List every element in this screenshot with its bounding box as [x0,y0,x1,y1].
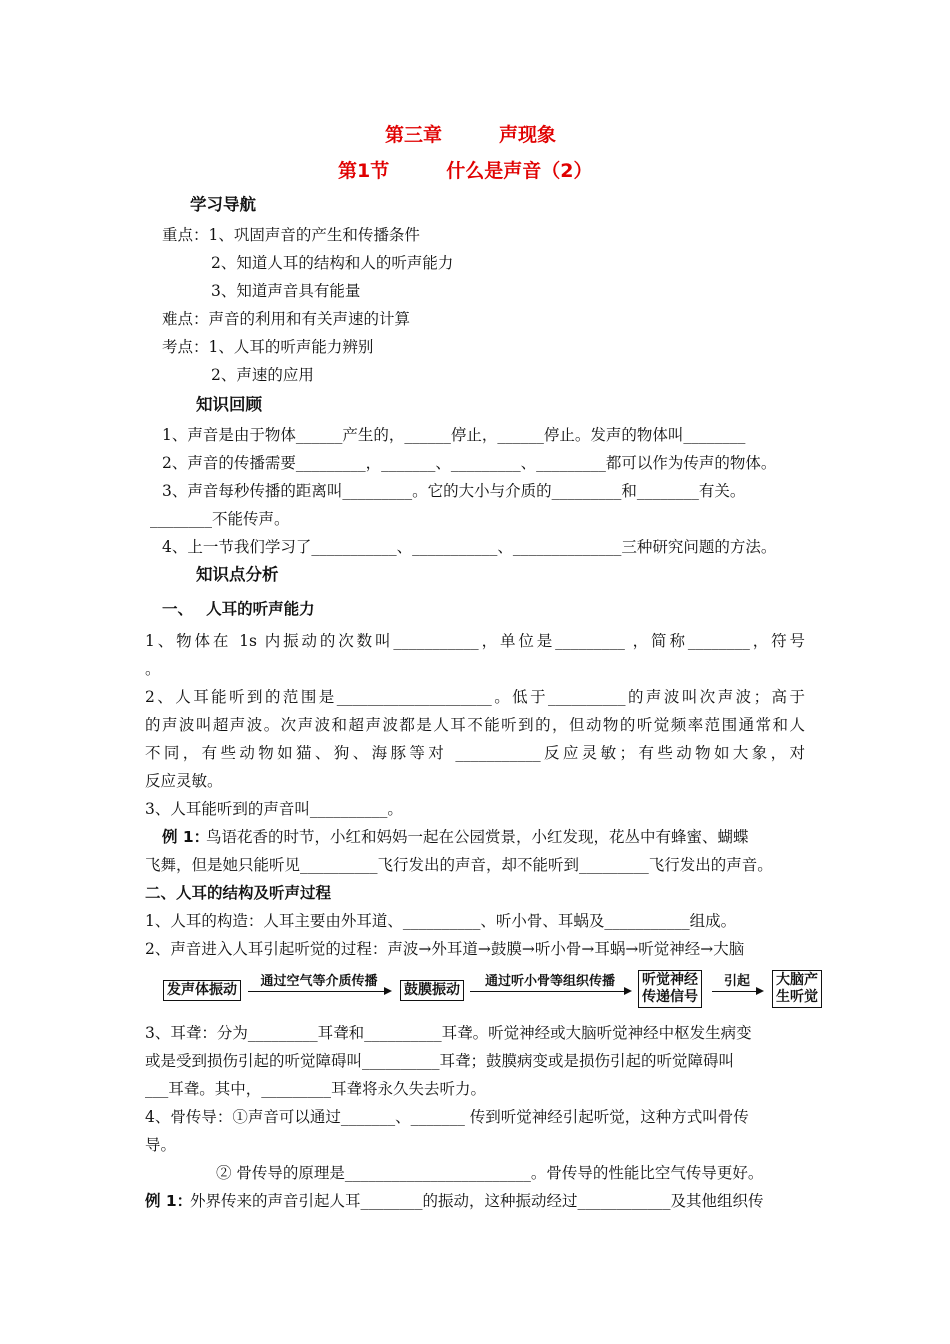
flow-arrow-ossicles [470,970,630,992]
deafness-line-1: 3、耳聋：分为_________耳聋和__________耳聋。听觉神经或大脑听觉神经中枢发生病变 [145,1024,752,1042]
arrow-icon [248,991,390,992]
part1-line-4: 的声波叫超声波。次声波和超声波都是人耳不能听到的，但动物的听觉频率范围通常和人 [145,716,805,734]
flow-arrow-air-label: 通过空气等介质传播 [260,974,378,989]
flow-arrow-cause [712,970,762,992]
flow-box-eardrum: 鼓膜振动 [400,980,464,1001]
example1-line-2: 飞舞，但是她只能听见__________飞行发出的声音，却不能听到_________飞行发出的声音。 [145,856,773,874]
flow-arrow-air [248,970,390,992]
bone-conduction-line-2: 导。 [145,1136,177,1154]
difficulty: 难点：声音的利用和有关声速的计算 [162,310,411,328]
section-title: 第1节 什么是声音（2） [338,160,593,182]
part1-line-1: 1、物体在 1s 内振动的次数叫___________，单位是_________ ，简称________，符号 [145,632,805,650]
flow-box-brain [772,970,822,1008]
deafness-line-3: ___耳聋。其中，_________耳聋将永久失去听力。 [145,1080,487,1098]
part1-line-5: 不同，有些动物如猫、狗、海豚等对 ___________反应灵敏；有些动物如大象，对 [145,744,805,762]
flow-arrow-ossicles-label: 通过听小骨等组织传播 [484,974,615,989]
flow-box-brain-line1: 大脑产 [776,972,818,988]
bone-conduction-principle: ② 骨传导的原理是________________________。骨传导的性能比空气传导更好。 [216,1164,764,1182]
review-line-1: 1、声音是由于物体______产生的，______停止，______停止。发声的物体叫________ [162,426,746,444]
part1-line-7: 3、人耳能听到的声音叫__________。 [145,800,403,818]
part1-line-3: 2、人耳能听到的范围是____________________。低于__________的声波叫次声波；高于 [145,688,805,706]
review-heading: 知识回顾 [196,395,262,414]
part2-line-1: 1、人耳的构造：人耳主要由外耳道、__________、听小骨、耳蜗及___________组成。 [145,912,737,930]
example1-line-1: 鸟语花香的时节，小红和妈妈一起在公园赏景，小红发现，花丛中有蜂蜜、蝴蝶 [206,828,749,846]
review-line-5: 4、上一节我们学习了___________、___________、______________三种研究问题的方法。 [162,538,777,556]
example2-text: 外界传来的声音引起人耳________的振动，这种振动经过____________及其他组织传 [190,1192,764,1210]
analysis-heading: 知识点分析 [196,565,279,584]
part1-line-6: 反应灵敏。 [145,772,223,790]
part1-line-2: 。 [145,660,161,678]
chapter-title: 第三章 声现象 [385,124,557,146]
flow-box-nerve [638,970,702,1008]
review-line-3: 3、声音每秒传播的距离叫_________。它的大小与介质的_________和________有关。 [162,482,746,500]
arrow-icon [470,991,630,992]
part2-line-2: 2、声音进入人耳引起听觉的过程：声波→外耳道→鼓膜→听小骨→耳蜗→听觉神经→大脑 [145,940,745,958]
nav-heading: 学习导航 [190,195,256,214]
exam-point-2: 2、声速的应用 [211,366,314,384]
example2-label: 例 1： [145,1192,193,1210]
deafness-line-2: 或是受到损伤引起的听觉障碍叫__________耳聋；鼓膜病变或是损伤引起的听觉障碍叫 [145,1052,735,1070]
exam-point-1: 考点：1、人耳的听声能力辨别 [162,338,374,356]
bone-conduction-line-1: 4、骨传导：①声音可以通过_______、_______ 传到听觉神经引起听觉，这种方式叫骨传 [145,1108,749,1126]
hearing-flow-diagram [160,968,825,1010]
part1-title: 一、 人耳的听声能力 [162,600,315,618]
key-point-1: 重点：1、巩固声音的产生和传播条件 [162,226,420,244]
review-line-2: 2、声音的传播需要_________，_______、_________、_________都可以作为传声的物体。 [162,454,777,472]
flow-box-brain-line2: 生听觉 [776,989,818,1005]
key-point-2: 2、知道人耳的结构和人的听声能力 [211,254,454,272]
flow-box-nerve-line1: 听觉神经 [642,972,698,988]
part2-title: 二、人耳的结构及听声过程 [145,884,332,902]
flow-box-nerve-line2: 传递信号 [642,989,698,1005]
arrow-icon [712,991,762,992]
example1-label: 例 1： [162,828,210,846]
key-point-3: 3、知道声音具有能量 [211,282,361,300]
review-line-4: ________不能传声。 [150,510,290,528]
flow-arrow-cause-label: 引起 [723,974,750,989]
flow-box-vibration: 发声体振动 [163,980,241,1001]
